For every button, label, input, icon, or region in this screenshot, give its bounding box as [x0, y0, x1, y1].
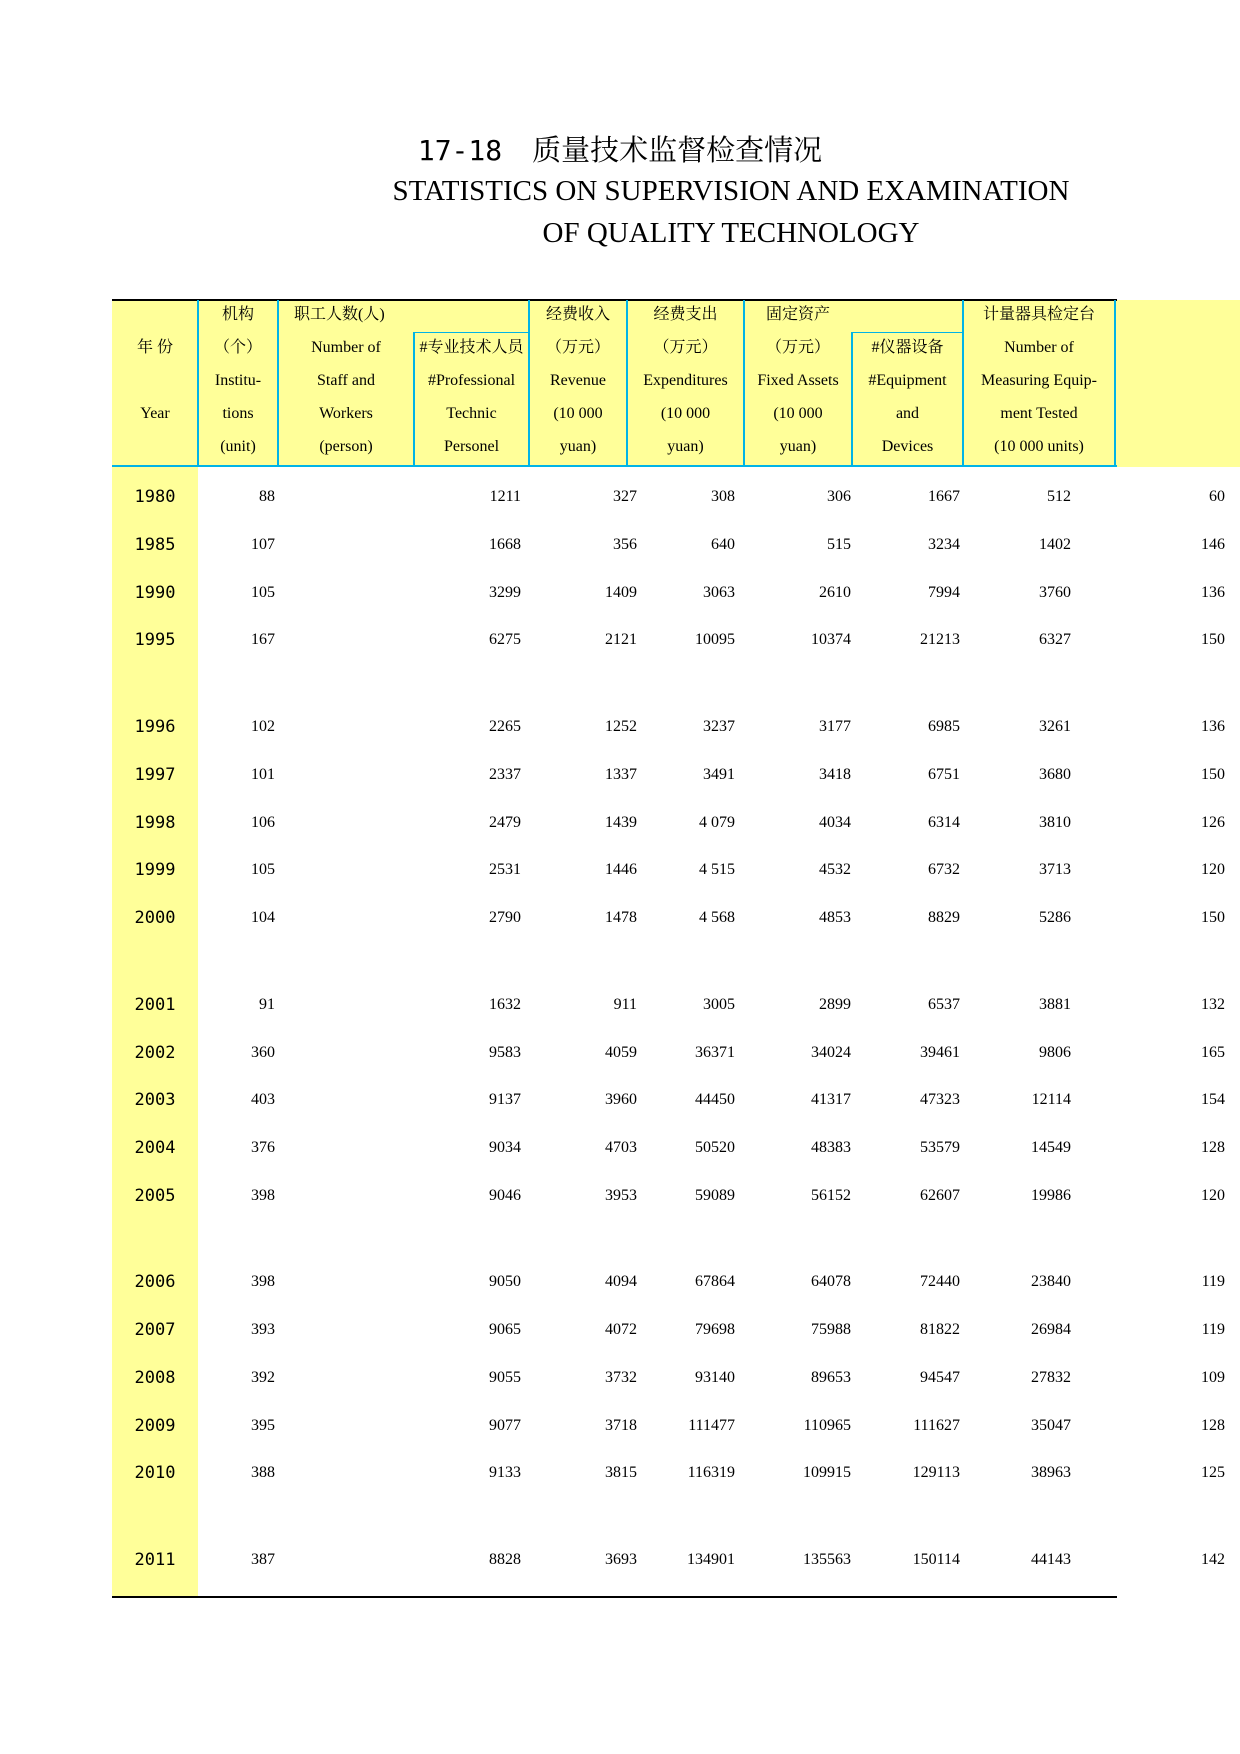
header-institutions: 机构 （个） Institu- tions (unit)	[213, 306, 262, 455]
table-row	[112, 1038, 1225, 1068]
row-value: 3177	[819, 718, 851, 735]
row-value: 9077	[489, 1417, 521, 1434]
row-value: 128	[1201, 1417, 1225, 1434]
row-value: 8828	[489, 1551, 521, 1568]
table-row	[112, 578, 1225, 608]
table-row	[112, 903, 1225, 933]
row-value: 50520	[695, 1139, 735, 1156]
row-value: 132	[1201, 996, 1225, 1013]
row-value: 6537	[928, 996, 960, 1013]
row-value: 111477	[688, 1417, 735, 1434]
row-value: 9065	[489, 1321, 521, 1338]
header-equipment: #仪器设备 #Equipment and Devices	[868, 339, 947, 455]
row-value: 10374	[811, 631, 851, 648]
row-value: 3718	[605, 1417, 637, 1434]
row-value: 4853	[819, 909, 851, 926]
row-value: 3005	[703, 996, 735, 1013]
row-value: 94547	[920, 1369, 960, 1386]
row-value: 2899	[819, 996, 851, 1013]
row-value: 91	[259, 996, 275, 1013]
header-staff: Number of Staff and Workers (person)	[311, 339, 381, 455]
row-value: 1667	[928, 488, 960, 505]
row-value: 4072	[605, 1321, 637, 1338]
row-value: 27832	[1031, 1369, 1071, 1386]
row-value: 135563	[803, 1551, 851, 1568]
row-year: 1990	[134, 583, 176, 603]
row-year: 1985	[134, 535, 176, 555]
row-value: 515	[827, 536, 851, 553]
row-value: 7994	[928, 584, 960, 601]
table-row	[112, 855, 1225, 885]
row-value: 111627	[913, 1417, 960, 1434]
row-year: 2007	[134, 1320, 176, 1340]
row-year: 2000	[134, 908, 176, 928]
row-value: 6732	[928, 861, 960, 878]
row-value: 6275	[489, 631, 521, 648]
row-value: 38963	[1031, 1464, 1071, 1481]
row-value: 360	[251, 1044, 275, 1061]
row-value: 107	[251, 536, 275, 553]
row-value: 4094	[605, 1273, 637, 1290]
row-value: 116319	[687, 1464, 735, 1481]
row-value: 167	[251, 631, 275, 648]
row-value: 3693	[605, 1551, 637, 1568]
row-value: 26984	[1031, 1321, 1071, 1338]
row-value: 146	[1201, 536, 1225, 553]
row-year: 2009	[134, 1416, 176, 1436]
row-year: 1999	[134, 860, 176, 880]
row-value: 6314	[928, 814, 960, 831]
row-value: 911	[613, 996, 637, 1013]
row-value: 41317	[811, 1091, 851, 1108]
row-year: 2010	[134, 1463, 176, 1483]
row-value: 3881	[1039, 996, 1071, 1013]
row-value: 23840	[1031, 1273, 1071, 1290]
title-english-line2: OF QUALITY TECHNOLOGY	[542, 217, 920, 249]
row-value: 512	[1047, 488, 1071, 505]
row-value: 59089	[695, 1187, 735, 1204]
row-year: 2002	[134, 1043, 176, 1063]
row-value: 398	[251, 1273, 275, 1290]
row-value: 1668	[489, 536, 521, 553]
row-year: 1996	[134, 717, 176, 737]
row-value: 2121	[605, 631, 637, 648]
row-value: 3261	[1039, 718, 1071, 735]
table-row	[112, 760, 1225, 790]
title-chinese: 质量技术监督检查情况	[532, 135, 823, 167]
table-row	[112, 1267, 1225, 1297]
row-value: 4 515	[699, 861, 735, 878]
row-value: 48383	[811, 1139, 851, 1156]
table-row	[112, 1545, 1225, 1575]
row-value: 36371	[695, 1044, 735, 1061]
row-value: 67864	[695, 1273, 735, 1290]
row-value: 398	[251, 1187, 275, 1204]
row-value: 136	[1201, 584, 1225, 601]
row-value: 4532	[819, 861, 851, 878]
row-value: 9055	[489, 1369, 521, 1386]
row-value: 395	[251, 1417, 275, 1434]
row-value: 2790	[489, 909, 521, 926]
row-value: 10095	[695, 631, 735, 648]
row-year: 2008	[134, 1368, 176, 1388]
row-value: 53579	[920, 1139, 960, 1156]
row-value: 4 079	[699, 814, 735, 831]
row-value: 81822	[920, 1321, 960, 1338]
row-value: 3713	[1039, 861, 1071, 878]
row-value: 125	[1201, 1464, 1225, 1481]
row-value: 640	[711, 536, 735, 553]
row-value: 34024	[811, 1044, 851, 1061]
row-value: 105	[251, 584, 275, 601]
row-value: 19986	[1031, 1187, 1071, 1204]
row-value: 3760	[1039, 584, 1071, 601]
header-professional: #专业技术人员 #Professional Technic Personel	[419, 339, 524, 455]
row-value: 110965	[803, 1417, 851, 1434]
table-row	[112, 530, 1225, 560]
row-value: 3234	[928, 536, 960, 553]
row-value: 9050	[489, 1273, 521, 1290]
row-value: 3680	[1039, 766, 1071, 783]
row-value: 2479	[489, 814, 521, 831]
row-value: 150	[1201, 766, 1225, 783]
row-value: 306	[827, 488, 851, 505]
row-year: 2005	[134, 1186, 176, 1206]
row-value: 393	[251, 1321, 275, 1338]
row-value: 1478	[605, 909, 637, 926]
table-row	[112, 625, 1225, 655]
row-value: 4 568	[699, 909, 735, 926]
row-value: 6751	[928, 766, 960, 783]
table-row	[112, 1411, 1225, 1441]
row-value: 1409	[605, 584, 637, 601]
row-value: 9046	[489, 1187, 521, 1204]
row-value: 101	[251, 766, 275, 783]
row-value: 102	[251, 718, 275, 735]
row-value: 134901	[687, 1551, 735, 1568]
table-row	[112, 1181, 1225, 1211]
row-value: 72440	[920, 1273, 960, 1290]
header-year: 年 份 Year	[136, 339, 173, 422]
row-value: 3063	[703, 584, 735, 601]
row-value: 388	[251, 1464, 275, 1481]
row-value: 47323	[920, 1091, 960, 1108]
header-fixed-assets: 固定资产 （万元） Fixed Assets (10 000 yuan)	[757, 306, 839, 455]
row-year: 1997	[134, 765, 176, 785]
row-year: 1995	[134, 630, 176, 650]
header-staff-group: 职工人数(人)	[294, 306, 385, 323]
row-year: 1980	[134, 487, 176, 507]
row-value: 1632	[489, 996, 521, 1013]
row-value: 64078	[811, 1273, 851, 1290]
page-title	[0, 128, 1240, 169]
row-year: 2011	[134, 1550, 176, 1570]
row-value: 376	[251, 1139, 275, 1156]
row-value: 93140	[695, 1369, 735, 1386]
row-value: 8829	[928, 909, 960, 926]
table-row	[112, 1085, 1225, 1115]
row-value: 9806	[1039, 1044, 1071, 1061]
row-value: 2265	[489, 718, 521, 735]
row-value: 2531	[489, 861, 521, 878]
row-value: 109	[1201, 1369, 1225, 1386]
row-value: 4059	[605, 1044, 637, 1061]
row-value: 2610	[819, 584, 851, 601]
row-value: 3491	[703, 766, 735, 783]
row-value: 62607	[920, 1187, 960, 1204]
row-year: 2003	[134, 1090, 176, 1110]
row-value: 128	[1201, 1139, 1225, 1156]
row-value: 150114	[912, 1551, 960, 1568]
row-year: 2004	[134, 1138, 176, 1158]
row-value: 44450	[695, 1091, 735, 1108]
table-row	[112, 1315, 1225, 1345]
row-value: 1439	[605, 814, 637, 831]
title-english-line1: STATISTICS ON SUPERVISION AND EXAMINATION	[392, 175, 1070, 207]
row-value: 3732	[605, 1369, 637, 1386]
row-value: 1337	[605, 766, 637, 783]
row-value: 5286	[1039, 909, 1071, 926]
table-row	[112, 1363, 1225, 1393]
row-value: 9133	[489, 1464, 521, 1481]
row-value: 126	[1201, 814, 1225, 831]
row-value: 327	[613, 488, 637, 505]
row-value: 142	[1201, 1551, 1225, 1568]
row-value: 119	[1201, 1273, 1225, 1290]
row-year: 1998	[134, 813, 176, 833]
row-value: 129113	[912, 1464, 960, 1481]
row-value: 9583	[489, 1044, 521, 1061]
row-value: 56152	[811, 1187, 851, 1204]
row-value: 120	[1201, 861, 1225, 878]
row-value: 9034	[489, 1139, 521, 1156]
row-value: 4703	[605, 1139, 637, 1156]
row-value: 75988	[811, 1321, 851, 1338]
row-value: 3418	[819, 766, 851, 783]
table-number: 17-18	[417, 134, 503, 167]
row-value: 88	[259, 488, 275, 505]
row-value: 1402	[1039, 536, 1071, 553]
table-row	[112, 482, 1225, 512]
header-bottom-rule	[112, 465, 1117, 467]
row-year: 2006	[134, 1272, 176, 1292]
row-value: 403	[251, 1091, 275, 1108]
table-row	[112, 1133, 1225, 1163]
table-row	[112, 712, 1225, 742]
header-measuring: 计量器具检定台 Number of Measuring Equip- ment Tested (10 000 units)	[981, 306, 1097, 455]
row-value: 3960	[605, 1091, 637, 1108]
row-value: 165	[1201, 1044, 1225, 1061]
row-value: 39461	[920, 1044, 960, 1061]
row-value: 3299	[489, 584, 521, 601]
row-value: 106	[251, 814, 275, 831]
row-value: 35047	[1031, 1417, 1071, 1434]
row-year: 2001	[134, 995, 176, 1015]
row-value: 105	[251, 861, 275, 878]
row-value: 1211	[489, 488, 521, 505]
row-value: 60	[1209, 488, 1225, 505]
row-value: 44143	[1031, 1551, 1071, 1568]
row-value: 21213	[920, 631, 960, 648]
row-value: 387	[251, 1551, 275, 1568]
row-value: 3815	[605, 1464, 637, 1481]
row-value: 392	[251, 1369, 275, 1386]
row-value: 9137	[489, 1091, 521, 1108]
row-value: 79698	[695, 1321, 735, 1338]
table-row	[112, 808, 1225, 838]
row-value: 6985	[928, 718, 960, 735]
row-value: 4034	[819, 814, 851, 831]
table-row	[112, 990, 1225, 1020]
row-value: 12114	[1031, 1091, 1071, 1108]
row-value: 1252	[605, 718, 637, 735]
row-value: 150	[1201, 631, 1225, 648]
header-revenue: 经费收入 （万元） Revenue (10 000 yuan)	[545, 306, 610, 455]
table-bottom-rule	[112, 1596, 1117, 1598]
row-value: 150	[1201, 909, 1225, 926]
row-value: 120	[1201, 1187, 1225, 1204]
row-value: 109915	[803, 1464, 851, 1481]
row-value: 154	[1201, 1091, 1225, 1108]
row-value: 3953	[605, 1187, 637, 1204]
row-value: 3237	[703, 718, 735, 735]
header-expenditures: 经费支出 （万元） Expenditures (10 000 yuan)	[643, 306, 728, 455]
row-value: 1446	[605, 861, 637, 878]
col-divider	[1114, 300, 1116, 467]
row-value: 3810	[1039, 814, 1071, 831]
row-value: 308	[711, 488, 735, 505]
row-value: 89653	[811, 1369, 851, 1386]
row-value: 136	[1201, 718, 1225, 735]
row-value: 14549	[1031, 1139, 1071, 1156]
row-value: 2337	[489, 766, 521, 783]
row-value: 104	[251, 909, 275, 926]
table-row	[112, 1458, 1225, 1488]
row-value: 119	[1201, 1321, 1225, 1338]
row-value: 6327	[1039, 631, 1071, 648]
row-value: 356	[613, 536, 637, 553]
